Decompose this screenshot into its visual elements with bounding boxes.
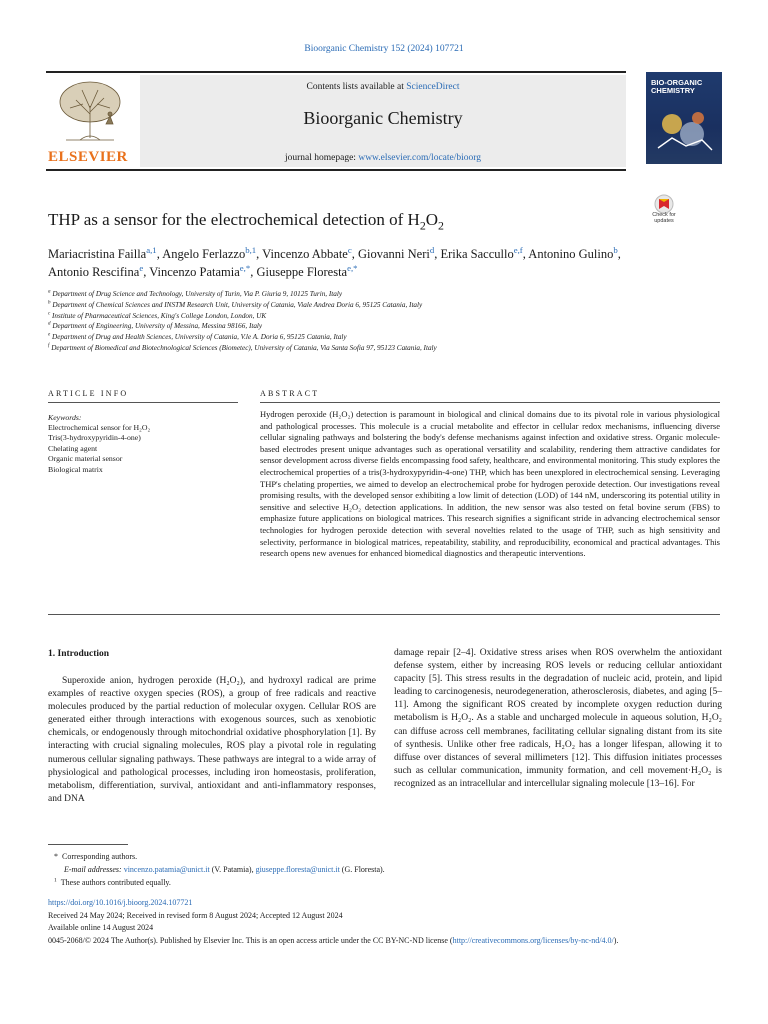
- affiliation-item: [48, 300, 708, 311]
- corresponding-note: [54, 851, 734, 863]
- keyword-item: Chelating agent: [48, 443, 98, 453]
- author-affiliation-mark[interactable]: b,1: [245, 244, 257, 255]
- sciencedirect-link[interactable]: ScienceDirect: [406, 82, 460, 92]
- author-name[interactable]: Giuseppe Floresta: [256, 265, 348, 279]
- contents-prefix: Contents lists available at: [306, 82, 407, 92]
- header-bottom-rule: [46, 169, 626, 171]
- email2-name: (G. Floresta).: [339, 865, 385, 874]
- affiliation-key: c: [48, 311, 51, 317]
- contents-line: [140, 82, 626, 92]
- author-affiliation-mark[interactable]: b: [613, 244, 618, 255]
- affiliation-text: Department of Drug and Health Sciences, University of Catania, V.le A. Doria 6, 95125 Catania, Italy: [50, 333, 347, 342]
- affiliation-text: Department of Biomedical and Biotechnological Sciences (Biometec), University of Catania, Via Santa Sofia 97, 95123 Catania, Italy: [49, 343, 437, 352]
- affiliation-text: Institute of Pharmaceutical Sciences, King's College London, London, UK: [50, 311, 267, 320]
- article-info-heading: ARTICLE INFO: [48, 389, 129, 398]
- keyword-item: Electrochemical sensor for H₂O₂: [48, 423, 151, 432]
- license-suffix: ).: [613, 936, 619, 945]
- author-separator: ,: [156, 247, 163, 261]
- affiliation-item: [48, 311, 708, 322]
- author-affiliation-mark[interactable]: e,*: [347, 262, 358, 273]
- author-separator: ,: [250, 265, 257, 279]
- abstract-heading: ABSTRACT: [260, 389, 320, 398]
- intro-column-1: Superoxide anion, hydrogen peroxide (H₂O₂), and hydroxyl radical are prime examples of reactive oxygen species (ROS), a group of free radicals and reactive molecules produced by the partial reduction of molecular oxygen. Cellular ROS are generated either through interactions with exogenous sources, such as xenobiotic chemicals, or endogenously through mitochondrial oxidative phosphorylation [1]. By interacting with crucial signaling molecules, ROS play a pivotal role in regulating numerous cellular signaling pathways. These pathways are integral to a wide array of physiological and pathological processes, including iron homeostasis, proliferation, metabolism, differentiation, survival, antioxidant and anti-inflammatory responses, and DNA: [48, 676, 376, 804]
- article-info-rule: [48, 402, 238, 403]
- author-separator: ,: [617, 247, 621, 261]
- author-separator: ,: [522, 247, 529, 261]
- license-prefix: 0045-2068/© 2024 The Author(s). Published by Elsevier Inc. This is an open access article under the CC BY-NC-ND license (: [48, 936, 453, 945]
- author-separator: ,: [351, 247, 358, 261]
- author-affiliation-mark[interactable]: e: [139, 262, 144, 273]
- affiliation-item: [48, 332, 708, 343]
- homepage-prefix: journal homepage:: [284, 153, 359, 163]
- introduction-heading: 1. Introduction: [48, 649, 110, 659]
- author-list: [48, 245, 628, 281]
- elsevier-wordmark: ELSEVIER: [48, 149, 128, 165]
- cover-title-line1: BIO-ORGANIC: [651, 78, 703, 87]
- received-dates: Received 24 May 2024; Received in revised form 8 August 2024; Accepted 12 August 2024: [48, 911, 343, 920]
- keyword-item: Organic material sensor: [48, 454, 123, 464]
- cover-artwork-icon: [652, 104, 716, 158]
- running-head[interactable]: Bioorganic Chemistry 152 (2024) 107721: [304, 44, 464, 54]
- author-name[interactable]: Vincenzo Patamia: [149, 265, 240, 279]
- author-affiliation-mark[interactable]: a,1: [146, 244, 157, 255]
- affiliation-list: [48, 289, 708, 354]
- journal-name: Bioorganic Chemistry: [303, 108, 463, 128]
- affiliation-item: [48, 343, 708, 354]
- keyword-item: Biological matrix: [48, 464, 103, 474]
- keywords-list: [48, 423, 238, 475]
- affiliation-key: f: [48, 343, 50, 349]
- keyword-item: Tris(3-hydroxypyridin-4-one): [48, 433, 141, 443]
- cover-title: [651, 79, 719, 95]
- equal-mark: 1: [54, 877, 57, 884]
- author-name[interactable]: Erika Saccullo: [440, 247, 514, 261]
- author-separator: ,: [434, 247, 441, 261]
- equal-contribution-note: [54, 877, 734, 889]
- author-name[interactable]: Giovanni Neri: [358, 247, 430, 261]
- email-link-patamia[interactable]: vincenzo.patamia@unict.it: [123, 865, 210, 874]
- license-link[interactable]: http://creativecommons.org/licenses/by-nc-nd/4.0/: [452, 936, 614, 945]
- corresponding-text: Corresponding authors.: [62, 852, 138, 861]
- author-name[interactable]: Antonino Gulino: [528, 247, 614, 261]
- author-name[interactable]: Vincenzo Abbate: [262, 247, 348, 261]
- license-note: [48, 935, 728, 947]
- corresponding-mark: *: [54, 852, 58, 861]
- author-affiliation-mark[interactable]: e,f: [513, 244, 523, 255]
- header-top-rule: [46, 71, 626, 73]
- author-affiliation-mark[interactable]: e,*: [239, 262, 251, 273]
- author-affiliation-mark[interactable]: c: [347, 244, 352, 255]
- title-subscript-2: 2: [438, 218, 444, 233]
- elsevier-tree-logo-icon: [50, 78, 128, 148]
- author-name[interactable]: Antonio Rescifina: [48, 265, 140, 279]
- available-online: Available online 14 August 2024: [48, 923, 154, 932]
- affiliation-text: Department of Drug Science and Technology, University of Turin, Via P. Giuria 9, 10125 Turin, Italy: [50, 290, 343, 298]
- title-text: THP as a sensor for the electrochemical detection of H: [48, 210, 420, 229]
- email-note: [64, 864, 744, 876]
- affiliation-key: b: [48, 300, 51, 306]
- email1-name: (V. Patamia),: [209, 865, 256, 874]
- doi-link[interactable]: https://doi.org/10.1016/j.bioorg.2024.107721: [48, 898, 193, 907]
- footnote-rule: [48, 844, 128, 845]
- title-subscript-1: 2: [419, 218, 426, 233]
- equal-text: These authors contributed equally.: [60, 878, 171, 887]
- email-link-floresta[interactable]: giuseppe.floresta@unict.it: [255, 865, 340, 874]
- homepage-line: [140, 153, 626, 163]
- abstract-rule: [260, 402, 720, 403]
- affiliation-item: [48, 289, 708, 300]
- author-separator: ,: [143, 265, 150, 279]
- abstract-bottom-rule: [48, 614, 720, 615]
- check-for-updates-label[interactable]: Check for updates: [652, 212, 676, 224]
- keywords-label: Keywords:: [48, 413, 82, 422]
- affiliation-key: d: [48, 322, 51, 327]
- author-affiliation-mark[interactable]: d: [429, 244, 435, 255]
- author-separator: ,: [256, 247, 263, 261]
- cover-title-line2: CHEMISTRY: [651, 86, 695, 95]
- affiliation-text: Department of Engineering, University of Messina, Messina 98166, Italy: [50, 322, 263, 331]
- intro-column-2: damage repair [2–4]. Oxidative stress arises when ROS overwhelm the antioxidant defense system, either by increasing ROS levels or reducing cellular antioxidant capacity [5]. This stress results in the degradation of nucleic acid, protein, and lipid leading to carcinogenesis, neurodegeneration, atherosclerosis, diabetes, and aging [5–11]. Among the significant ROS created by incomplete oxygen reduction during metabolism is H₂O₂. As a stable and uncharged molecule in aqueous solution, H₂O₂ can diffuse across cell membranes, facilitating cellular signaling distant from its site of synthesis. Unlike other free radicals, H₂O₂ has a longer lifespan, allowing it to diffuse over distances of several millimeters [12]. This diffusion initiates processes such as cellular communication, immunity formation, and cell movement·H₂O₂ is recognized as an intracellular and intercellular signaling molecule [13–16]. For: [394, 648, 722, 789]
- affiliation-text: Department of Chemical Sciences and INSTM Research Unit, University of Catania, Viale Andrea Doria 6, 95125 Catania, Italy: [50, 300, 423, 309]
- affiliation-item: [48, 321, 708, 332]
- author-name[interactable]: Mariacristina Failla: [48, 247, 147, 261]
- email-label: E-mail addresses:: [64, 865, 122, 874]
- title-text-o: O: [425, 210, 439, 229]
- abstract-text: Hydrogen peroxide (H₂O₂) detection is paramount in biological and clinical domains due to its pivotal role in various physiological and pathological processes. This molecule is a crucial metabolite and effector in cellular redox mechanisms, influencing diverse cellular signaling pathways and bolstering the body's defense mechanisms against infection and oxidative stress. Organic molecule-based electrodes present unique advantages such as operational versatility and scalability, rendering them attractive candidates for sensor development across diverse fields encompassing food safety, healthcare, and environmental monitoring. This study explores the electrochemical properties of a tris(3-hydroxypyridin-4-one) THP, which has been unexplored in electrochemical sensing. Leveraging THP's chelating properties, we aimed to develop an electrochemical probe for hydrogen peroxide detection. Our investigations reveal promising results, with the developed sensor exhibiting a low limit of detection (LOD) of 144 nM, underscoring its potential utility in sensitive and selective H₂O₂ detection applications. In addition, the new sensor was also tested on fetal bovine serum (FBS) to emphasize future applications on biological matrices. This research signifies a significant stride in advancing electrochemical sensor technologies for hydrogen peroxide detection with several novelties related to the usage of THP, such as high sensitivity and selectivity, performance in biological matrices, repeatability, stability, and reproducibility, economical and practical advantages. This research opens new avenues for enhanced biomedical diagnostics and therapeutic interventions.: [260, 409, 720, 559]
- article-title: [48, 210, 628, 233]
- affiliation-key: a: [48, 289, 51, 295]
- homepage-link[interactable]: www.elsevier.com/locate/bioorg: [358, 153, 482, 163]
- author-name[interactable]: Angelo Ferlazzo: [162, 247, 246, 261]
- affiliation-key: e: [48, 332, 51, 338]
